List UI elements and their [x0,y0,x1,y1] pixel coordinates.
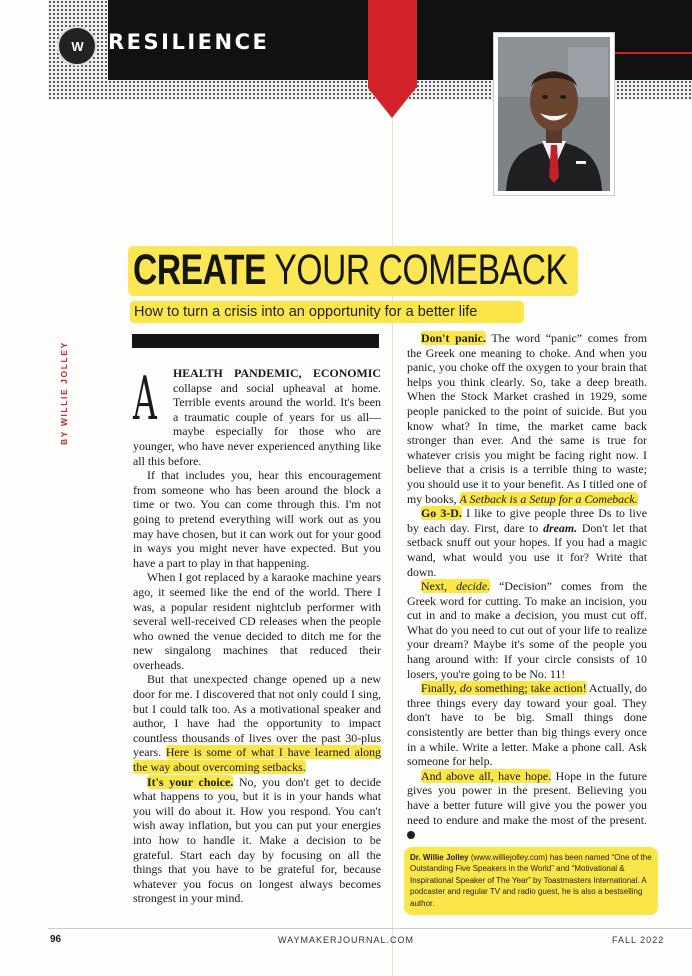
author-portrait-illustration [498,37,610,191]
footer-issue: FALL 2022 [612,935,665,945]
red-ribbon-tip [368,88,416,118]
paragraph-6-text: The word “panic” comes from the Greek one meaning to choke. And when you panic, you choke off the oxygen to your brain that helps you think clearly. So, take a deep breath. When the Stock Market crashed in 1929, some people panicked to the point of suicide. But you know what? In time, the market came back stronger than ever. And the same is true for whatever crisis you might be facing right now. I believe that a crisis is a terrible thing to waste; you should use it to your benefit. As I titled one of my books, [407,331,647,506]
left-column [133,366,381,906]
logo-text: W [71,38,83,54]
tip-finally: Finally, [421,681,460,696]
paragraph-2: If that includes you, hear this encouragement from someone who has been around the block a time or two. You can come through this. I'm not going to pretend everything will work out as you may have chosen, but it can work out for your good in ways you might never have expected. But you have a part to play in that happening. [133,468,381,570]
tip-take-action [421,681,587,695]
tip-decide [421,579,490,593]
book-title: A Setback is a Setup for a Comeback. [459,491,638,506]
word-decide: decide. [456,579,491,594]
author-photo [494,33,614,195]
intro-text: collapse and social upheaval at home. Terrible events around the world. It's been a traumatic couple of years for us all—maybe especially for those who are younger, who have never experienced anything like all this before. [133,380,381,468]
right-column [407,331,647,842]
headline-light: YOUR COMEBACK [274,246,568,294]
drop-cap: A [133,364,157,434]
bio-name: Dr. Willie Jolley [410,853,469,862]
end-mark-icon [407,831,415,839]
paragraph-3: When I got replaced by a karaoke machine years ago, it seemed like the end of the world. There I was, a popular resident nightclub performer with several well-received CD releases when the people who owned the venue decided to ditch me for the new singalong machines that reduced their overheads. [133,570,381,672]
red-ribbon [368,0,417,88]
intro-paragraph [133,366,381,468]
tip-something: something; take action! [471,681,587,696]
headline-bold: CREATE [133,246,267,294]
footer-site: WAYMAKERJOURNAL.COM [277,935,414,945]
paragraph-8-text-b: ecision, you must cut off. What do you need to cut out of your life to realize your dream? Maybe it's some of the people you hang around with: If your circle consists of 10 losers, you're going to be No. 11! [407,608,647,681]
paragraph-5-text: No, you don't get to decide what happens to you, but it is in your hands what you will do about it. How you respond. You can't wish away inflation, but you can put your energies into how to handle it. Make a decision to be grateful. Start each day by focusing on all the things that you have to be grateful for, because whatever you focus on longest always becomes strongest in your mind. [133,774,382,906]
paragraph-10-text: Hope in the future gives you power in the present. Believing you have a better future will give you the power you need to endure and make the most of the present. [407,768,647,827]
word-dream: dream. [543,520,578,535]
tip-dont-panic: Don't panic. [421,331,486,345]
paragraph-4-highlight: Here is some of what I have learned along the way about overcoming setbacks. [133,745,381,775]
tip-have-hope: And above all, have hope. [421,768,552,783]
page-fold [392,0,393,976]
subtitle: How to turn a crisis into an opportunity for a better life [134,304,478,320]
waymaker-logo-icon [57,26,97,66]
paragraph-7-text-b: Don't let that setback snuff out your hopes. If you had a magic wand, what would you use it for? Write that down. [407,520,647,579]
black-rule [132,334,379,348]
paragraph-5 [133,775,381,906]
paragraph-9 [407,681,647,769]
page-number: 96 [50,934,62,945]
headline [133,241,568,299]
byline: BY WILLIE JOLLEY [59,341,69,445]
bio-text: (www.williejolley.com) has been named “One of the Outstanding Five Speakers in the World” and “Motivational & Inspirational Speaker of The Year” by Toastmasters International. A podcaster and regular TV and radio guest, he is also a bestselling author. [410,853,652,908]
letter-d: d [514,608,521,623]
paragraph-8-text-a: “Decision” comes from the Greek word for cutting. To make an incision, you cut in and to make a [407,579,648,623]
paragraph-4-text: But that unexpected change opened up a new door for me. I discovered that not only could I sing, but I could talk too. As a motivational speaker and author, I have had the opportunity to impact countless thousands of lives over the past 30-plus years. [133,672,381,760]
tip-decide-next: Next, [421,579,457,594]
tip-go-3d: Go 3-D. [421,506,462,521]
paragraph-6 [407,331,647,506]
paragraph-8 [407,579,647,681]
paragraph-10 [407,769,647,842]
author-bio [404,847,658,915]
paragraph-4 [133,672,381,774]
tip-its-your-choice: It's your choice. [147,774,234,789]
word-do: do [459,681,472,696]
intro-caps: HEALTH PANDEMIC, ECONOMIC [173,366,381,380]
paragraph-7-text-a: I like to give people three Ds to live by each day. First, dare to [407,506,647,535]
paragraph-9-text: Actually, do three things every day toward your goal. They don't have to be big. Small things done consistently are better than big things every once in a while. Write a letter. Make a phone call. Ask someone for help. [407,681,647,769]
section-title: RESILIENCE [108,30,270,54]
footer-rule [48,928,692,929]
paragraph-7 [407,506,647,579]
